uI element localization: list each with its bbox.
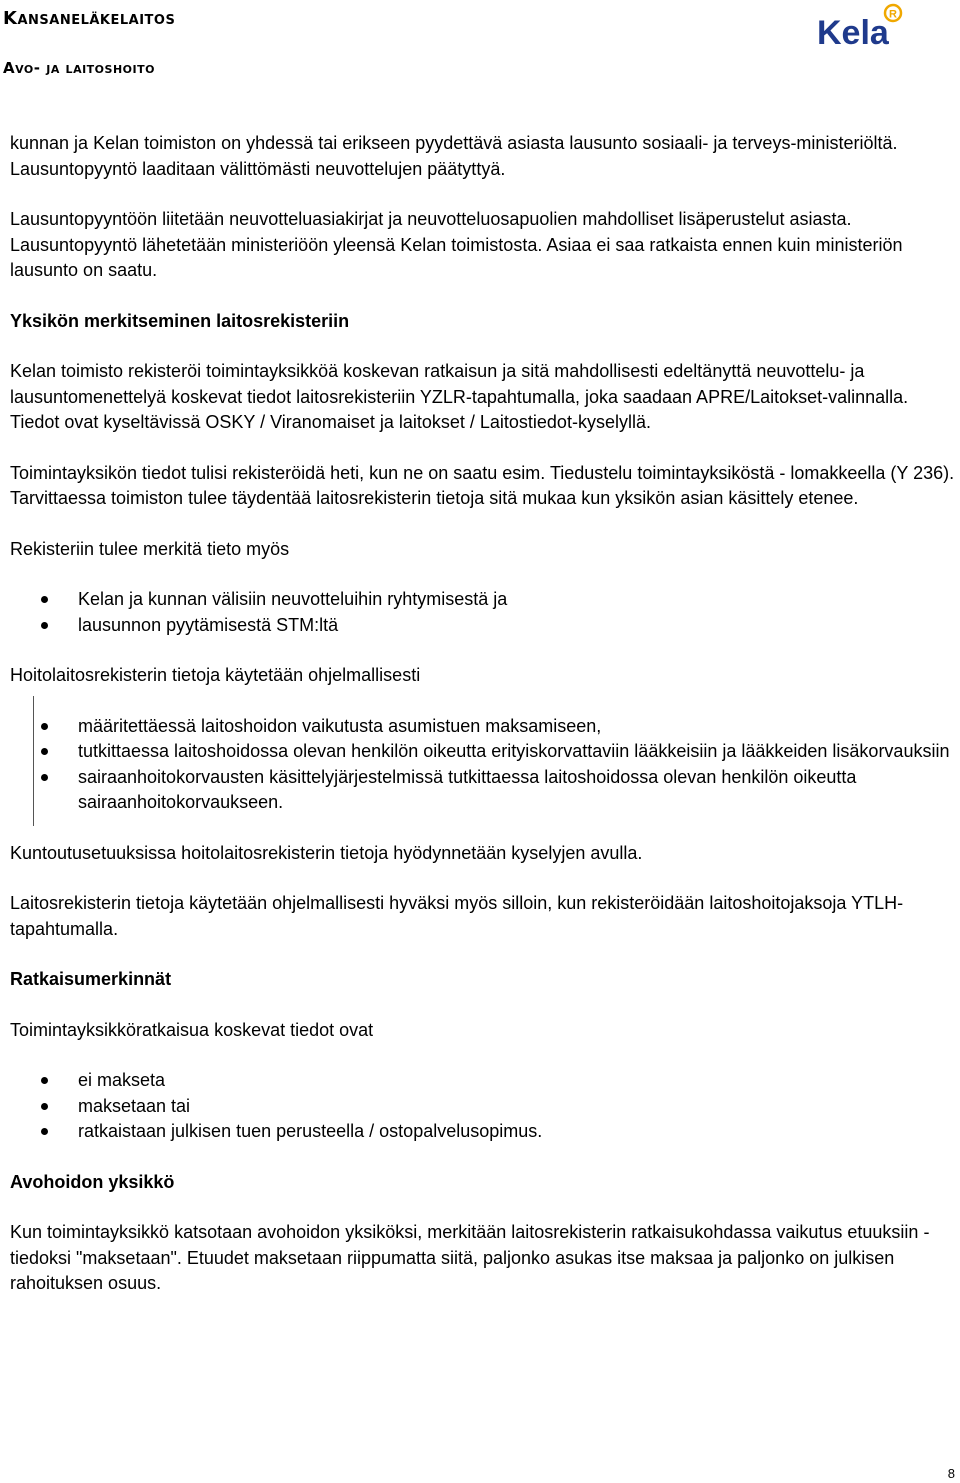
- list-item: ei makseta: [10, 1068, 955, 1094]
- paragraph: Rekisteriin tulee merkitä tieto myös: [10, 538, 290, 559]
- kela-logo: [815, 2, 905, 50]
- section-heading: Avohoidon yksikkö: [10, 1171, 175, 1192]
- section-heading: Yksikön merkitseminen laitosrekisteriin: [10, 310, 350, 331]
- paragraph: Kelan toimisto rekisteröi toimintayksikköä koskevan ratkaisun ja sitä mahdollisesti edeltänyttä neuvottelu- ja lausuntomenettelyä koskevat tiedot laitosrekisteriin YZLR-tapahtumalla, joka saadaan APRE/Laitokset-valinnalla. Tiedot ovat kyseltävissä OSKY / Viranomaiset ja laitokset / Laitostiedot-kyselyllä.: [10, 361, 909, 432]
- list-item: määritettäessä laitoshoidon vaikutusta asumistuen maksamiseen,: [10, 714, 955, 740]
- paragraph: Kun toimintayksikkö katsotaan avohoidon yksiköksi, merkitään laitosrekisterin ratkaisukohdassa vaikutus etuuksiin -tiedoksi "maksetaan". Etuudet maksetaan riippumatta siitä, paljonko asukas itse maksaa ja paljonko on julkisen rahoituksen osuus.: [10, 1222, 930, 1293]
- paragraph: Hoitolaitosrekisterin tietoja käytetään ohjelmallisesti: [10, 665, 421, 685]
- paragraph: Kuntoutusetuuksissa hoitolaitosrekisterin tietoja hyödynnetään kyselyjen avulla.: [10, 842, 643, 863]
- bullet-icon: [41, 1077, 48, 1084]
- bullet-list: [10, 714, 955, 816]
- bullet-icon: [41, 622, 48, 629]
- bullet-list: [10, 587, 955, 638]
- list-item: Kelan ja kunnan välisiin neuvotteluihin ryhtymisestä ja: [10, 587, 955, 613]
- svg-text:R: R: [889, 8, 897, 21]
- paragraph: kunnan ja Kelan toimiston on yhdessä tai erikseen pyydettävä asiasta lausunto sosiaali- ja terveys-ministeriöltä. Lausuntopyyntö laaditaan välittömästi neuvottelujen päätyttyä.: [10, 133, 898, 179]
- bullet-icon: [41, 774, 48, 781]
- paragraph: Toimintayksikön tiedot tulisi rekisteröidä heti, kun ne on saatu esim. Tiedustelu toimintayksiköstä - lomakkeella (Y 236). Tarvittaessa toimiston tulee täydentää laitosrekisterin tietoja sitä mukaa kun yksikön asian käsittely etenee.: [10, 462, 955, 508]
- paragraph: Toimintayksikköratkaisua koskevat tiedot ovat: [10, 1019, 374, 1040]
- page-number: 8: [947, 1466, 955, 1481]
- list-item: maksetaan tai: [10, 1094, 955, 1120]
- list-item: tutkittaessa laitoshoidossa olevan henkilön oikeutta erityiskorvattaviin lääkkeisiin ja lääkkeiden lisäkorvauksiin: [10, 739, 955, 765]
- paragraph: Lausuntopyyntöön liitetään neuvotteluasiakirjat ja neuvotteluosapuolien mahdolliset lisäperustelut asiasta. Lausuntopyyntö lähetetään ministeriöön yleensä Kelan toimistosta. Asiaa ei saa ratkaista ennen kuin ministeriön lausunto on saatu.: [10, 209, 903, 280]
- list-item: ratkaistaan julkisen tuen perusteella / ostopalvelusopimus.: [10, 1119, 955, 1145]
- bullet-icon: [41, 748, 48, 755]
- bullet-list: [10, 1068, 955, 1145]
- department-name: Avo- ja laitoshoito: [3, 59, 155, 77]
- list-item: sairaanhoitokorvausten käsittelyjärjestelmissä tutkittaessa laitoshoidossa olevan henkilön oikeutta sairaanhoitokorvaukseen.: [10, 765, 955, 816]
- svg-text:Kela: Kela: [817, 14, 889, 50]
- organization-name: Kansaneläkelaitos: [3, 8, 176, 29]
- kela-logo-icon: [815, 2, 905, 50]
- section-heading: Ratkaisumerkinnät: [10, 969, 172, 989]
- document-body: [10, 131, 955, 1322]
- paragraph: Laitosrekisterin tietoja käytetään ohjelmallisesti hyväksi myös silloin, kun rekisteröidään laitoshoitojaksoja YTLH-tapahtumalla.: [10, 893, 904, 939]
- bullet-icon: [41, 1128, 48, 1135]
- bullet-icon: [41, 723, 48, 730]
- bullet-icon: [41, 596, 48, 603]
- bullet-icon: [41, 1103, 48, 1110]
- list-item: lausunnon pyytämisestä STM:ltä: [10, 613, 955, 639]
